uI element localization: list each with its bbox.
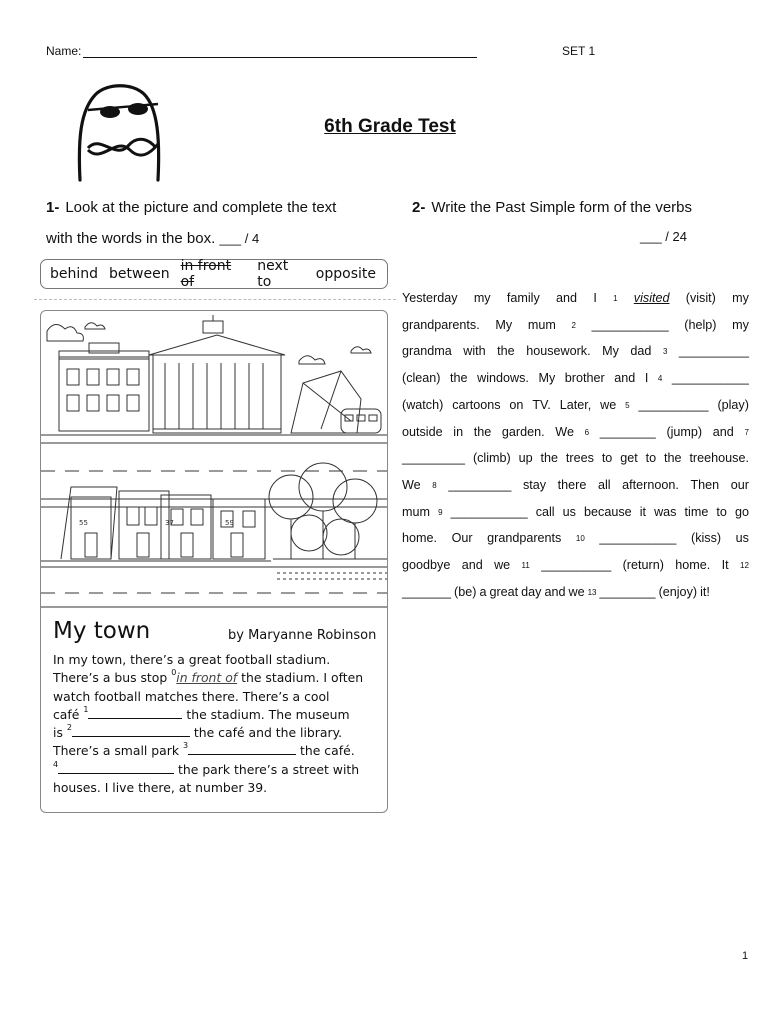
passage-line [402,392,749,419]
passage-word: to [645,451,657,466]
question-1-prompt [46,198,336,218]
house-number-37: 37 [165,519,174,527]
passage-word: and [556,291,578,305]
answer-blank[interactable]: _________ [402,451,466,466]
question-1-prompt-line-2 [46,229,259,249]
house-55 [61,487,117,559]
item-number: 5 [625,400,630,410]
passage-word: Later, [559,397,592,412]
passage-word: My [602,344,619,359]
passage-word: and [614,371,636,386]
story-line-5: is $^2$ the café and the library. [53,723,343,741]
answer-blank-2[interactable] [72,724,190,737]
passage-word: we [568,584,585,599]
passage-word: the [664,451,682,466]
answer-blank[interactable]: ___________ [450,504,528,519]
passage-word: (visit) [685,291,716,305]
item-number: 12 [740,561,749,571]
question-2-number: 2- [412,199,426,216]
passage-line [402,472,749,499]
separator [34,299,396,300]
passage-word: housework. [526,344,591,359]
passage-word: afternoon. [622,477,679,492]
question-2-score: ___ / 24 [640,229,687,244]
museum-building [153,355,281,433]
passage-word: mum [402,504,430,519]
passage-word: a [479,584,487,599]
story-line-7: $^4$ the park there’s a street with [53,759,360,777]
name-line [46,44,477,58]
passage-word: Then [690,477,720,492]
answer-blank[interactable]: __________ [541,558,612,573]
story-line-4: café $^1$ the stadium. The museum [53,704,350,722]
passage-line [402,499,749,526]
passage-word: (play) [717,397,749,412]
passage-word: (enjoy) [658,584,698,599]
passage-line [402,419,749,446]
passage-line [402,445,749,472]
passage-word: and [544,584,566,599]
passage-word: I [644,371,649,386]
word-next-to: next to [257,258,289,290]
passage-word: all [597,477,611,492]
passage-word: home. [675,558,711,573]
word-box [40,259,388,289]
passage-word: Our [451,531,473,546]
passage-word: the [497,344,515,359]
passage-word: (climb) [472,451,511,466]
passage-word: home. [402,531,438,546]
passage-line [402,285,749,312]
item-number: 3 [662,347,668,357]
passage-word: my [732,291,749,305]
passage-word: it! [700,584,710,599]
tree-icon [333,479,377,523]
passage-word: in [453,424,464,439]
passage-word: (jump) [666,424,703,439]
cloud-icon [351,347,371,353]
question-2-text: Write the Past Simple form of the verbs [431,199,692,216]
cloud-icon [47,324,83,341]
passage-word: to [601,451,613,466]
tree-icon [323,519,359,555]
passage-word: my [473,291,491,305]
word-in-front-of: in front of [180,258,232,290]
story-line-8: houses. I live there, at number 39. [53,780,268,796]
story-line-6: There’s a small park $^3$ the café. [53,741,355,759]
question-2-prompt [412,198,692,218]
passage-word: grandma [402,344,452,359]
question-1-number: 1- [46,199,60,216]
passage-word: we [494,558,511,573]
passage-word: My [538,371,556,386]
passage-word: call [535,504,555,519]
name-field[interactable] [83,45,477,58]
passage-word: (watch) [402,397,444,412]
passage-word: go [734,504,749,519]
passage-word: day [521,584,542,599]
answer-blank-1[interactable] [88,706,182,719]
item-number: 6 [584,427,590,437]
answer-blank-4[interactable] [58,761,174,774]
passage-word: stay [522,477,547,492]
passage-word: I [593,291,597,305]
past-simple-passage [402,285,749,605]
passage-word: trees [565,451,594,466]
story-line-2: There’s a bus stop $^0$in front of the stadium. I often [53,668,364,686]
answer-blank[interactable]: ___________ [591,317,669,332]
passage-word: us [562,504,576,519]
answer-blank[interactable]: __________ [678,344,749,359]
passage-word: (kiss) [691,531,722,546]
passage-line [402,312,749,339]
answer-blank[interactable]: ________ [599,424,656,439]
passage-word: mum [527,317,556,332]
house-59 [213,499,265,559]
passage-word: our [730,477,749,492]
story-text [53,651,383,797]
passage-word: family [506,291,540,305]
passage-word: treehouse. [689,451,749,466]
passage-word: grandparents [487,531,562,546]
passage-word: because [584,504,632,519]
passage-word: with [463,344,486,359]
passage-word: (return) [622,558,664,573]
passage-word: We [402,477,421,492]
answer-blank[interactable]: _______ [402,584,452,599]
passage-word: (clean) [402,371,441,386]
question-1-text-line-2: with the words in the box. [46,230,216,247]
passage-word: TV. [532,397,551,412]
answer-blank[interactable]: ________ [599,584,656,599]
question-1-text-line-1: Look at the picture and complete the text [65,199,337,216]
example-answer: visited [633,291,670,305]
house-number-55: 55 [79,519,88,527]
passage-word: time [684,504,709,519]
word-between: between [109,266,170,282]
passage-word: We [555,424,574,439]
story-author: by Maryanne Robinson [228,628,377,643]
passage-word: It [721,558,729,573]
passage-word: great [489,584,519,599]
tree-icon [269,475,313,519]
passage-line [402,525,749,552]
passage-word: dad [630,344,652,359]
word-opposite: opposite [315,266,376,282]
item-number: 7 [744,427,749,437]
passage-word: and [461,558,483,573]
passage-word: the [473,424,492,439]
passage-word: brother [564,371,605,386]
answer-blank[interactable]: ___________ [671,371,749,386]
house-number-59: 59 [225,519,234,527]
passage-word: we [600,397,617,412]
cloud-icon [299,356,325,364]
story-title: My town [53,618,151,644]
item-number: 13 [587,587,597,597]
item-number: 4 [657,374,663,384]
passage-word: windows. [477,371,529,386]
passage-word: the [540,451,559,466]
answer-blank-3[interactable] [188,742,296,755]
item-number: 2 [571,320,576,330]
passage-word: Yesterday [402,291,458,305]
passage-line [402,338,749,365]
item-number: 1 [613,294,618,303]
passage-word: (help) [684,317,717,332]
answer-blank[interactable]: __________ [638,397,709,412]
passage-word: to [716,504,727,519]
question-1-score: ___ / 4 [219,231,260,246]
example-answer: in front of [176,670,238,686]
passage-word: it [639,504,647,519]
word-behind: behind [50,266,99,282]
passage-word: up [518,451,533,466]
passage-word: there [557,477,587,492]
answer-blank[interactable]: _________ [448,477,512,492]
stadium-building [291,371,361,433]
item-number: 8 [432,480,437,490]
mascot-sunglasses-icon [66,80,172,184]
tree-icon [291,515,327,551]
story-line-1: In my town, there’s a great football stadium. [53,652,331,667]
passage-word: us [735,531,749,546]
item-number: 10 [575,534,585,544]
passage-word: the [450,371,468,386]
answer-blank[interactable]: ___________ [599,531,677,546]
test-title: 6th Grade Test [324,116,456,137]
name-label: Name: [46,44,82,58]
passage-word: (be) [454,584,477,599]
left-building [59,357,149,431]
passage-line [402,552,749,579]
passage-word: get [620,451,638,466]
passage-word: grandparents. [402,317,480,332]
set-label: SET 1 [562,44,596,58]
cloud-icon [85,323,105,329]
passage-word: My [495,317,513,332]
passage-word: garden. [501,424,545,439]
passage-word: on [509,397,524,412]
tree-icon [299,463,347,511]
passage-word: was [654,504,677,519]
passage-line [402,579,749,606]
passage-line [402,365,749,392]
passage-word: goodbye [402,558,451,573]
item-number: 11 [521,561,530,571]
story-line-3: watch football matches there. There’s a cool [53,688,330,704]
passage-word: cartoons [452,397,501,412]
passage-word: my [732,317,749,332]
page-number: 1 [742,950,749,962]
passage-word: outside [402,424,443,439]
item-number: 9 [438,507,443,517]
passage-word: and [712,424,734,439]
